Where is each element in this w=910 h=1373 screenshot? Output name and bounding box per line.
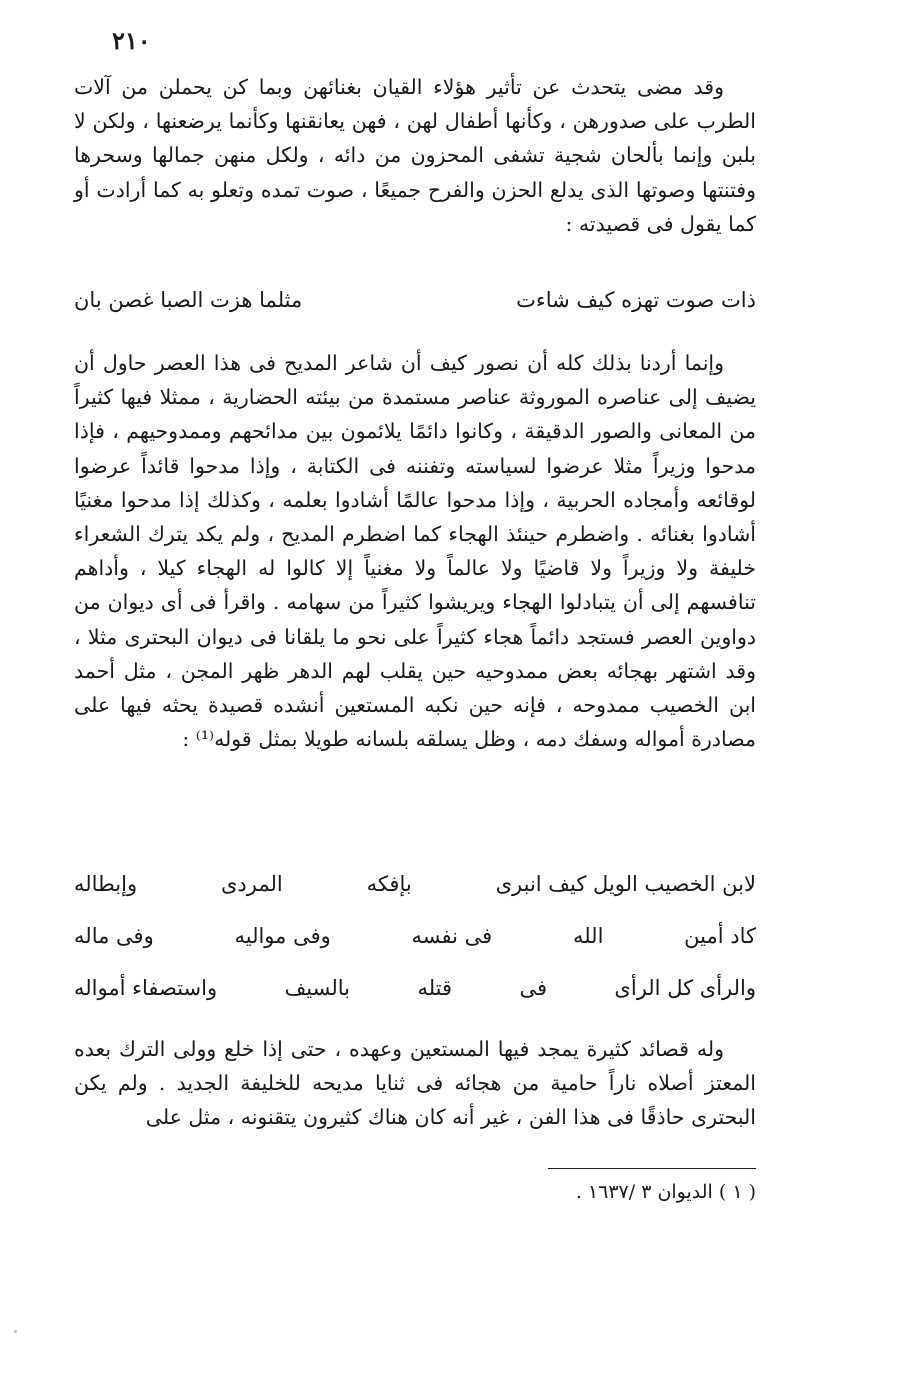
verse-3-part-3: فى نفسه [411,924,493,948]
verse-4-part-2: فى [519,976,547,1000]
verse-2-part-2: بإفكه [366,872,412,896]
verse-line-2 [74,872,756,896]
verse-line-3 [74,924,756,948]
verse-2-part-4: وإبطاله [74,872,138,896]
verse-3-part-1: كاد أمين [684,924,756,948]
verse-4-part-4: بالسيف [284,976,351,1000]
verse-3-part-2: الله [572,924,604,948]
verse-1-hemistich-1: ذات صوت تهزه كيف شاءت [516,288,756,312]
verse-line-4 [74,976,756,1000]
verse-2-part-3: المردى [220,872,283,896]
footnote-divider [548,1168,756,1169]
verse-line-1 [74,288,756,312]
verse-4-part-3: قتله [417,976,453,1000]
verse-2-part-1: لابن الخصيب الويل كيف انبرى [495,872,756,896]
verse-1-hemistich-2: مثلما هزت الصبا غصن بان [74,288,303,312]
scan-speck [14,1330,17,1333]
paragraph-1: وقد مضى يتحدث عن تأثير هؤلاء القيان بغنائهن وبما كن يحملن من آلات الطرب على صدورهن ، وكأنها أطفال لهن ، فهن يعانقنها وكأنما يرضعنها ، ولكن لا بلبن وإنما بألحان شجية تشفى المحزون من دائه ، ولكل منهن جمالها وسحرها وفتنتها وصوتها الذى يدلع الحزن والفرح جميعًا ، صوت تمده وتعلو به كما أرادت أو كما يقول فى قصيدته : [74,75,756,236]
verse-3-part-4: وفى مواليه [234,924,331,948]
verse-4-part-5: واستصفاء أمواله [74,976,218,1000]
paragraph-3: وله قصائد كثيرة يمجد فيها المستعين وعهده ، حتى إذا خلع وولى الترك بعده المعتز أصلاه ناراً حامية من هجائه فى ثنايا مديحه للخليفة الجديد . ولم يكن البحترى حاذقًا فى هذا الفن ، غير أنه كان هناك كثيرون يتقنونه ، مثل على [74,1037,756,1130]
page-number: ٢١٠ [112,26,151,55]
paragraph-2: وإنما أردنا بذلك كله أن نصور كيف أن شاعر المديح فى هذا العصر حاول أن يضيف إلى عناصره الموروثة عناصر مستمدة من بيئته الحضارية ، ممثلا فيها كثيراً من المعانى والصور الدقيقة ، وكانوا دائمًا يلائمون بين مدائحهم وممدوحيهم ، فإذا مدحوا وزيراً مثلا عرضوا لسياسته وتفننه فى الكتابة ، وإذا مدحوا قائداً عرضوا لوقائعه وأمجاده الحربية ، وإذا مدحوا عالمًا أشادوا بعلمه ، وكذلك إذا مدحوا مغنيًا أشادوا بغنائه . واضطرم حينئذ الهجاء كما اضطرم المديح ، ولم يكد يترك الشعراء خليفة ولا وزيراً ولا قاضيًا ولا عالماً ولا مغنياً إلا كالوا له الهجاء كيلا ، وأداهم تنافسهم إلى أن يتبادلوا الهجاء ويريشوا كثيراً من سهامه . واقرأ فى أى ديوان من دواوين العصر فستجد دائماً هجاء كثيراً على نحو ما يلقانا فى ديوان البحترى مثلا ، وقد اشتهر بهجائه بعض ممدوحيه حين يقلب لهم الدهر ظهر المجن ، مثل أحمد ابن الخصيب ممدوحه ، فإنه حين نكبه المستعين أنشده قصيدة يحثه فيها على مصادرة أمواله وسفك دمه ، وظل يسلقه بلسانه طويلا بمثل قوله⁽¹⁾ : [74,351,756,752]
verse-3-part-5: وفى ماله [74,924,154,948]
verse-4-part-1: والرأى كل الرأى [614,976,756,1000]
footnote: ( ١ ) الديوان ٣ /١٦٣٧ . [575,1181,756,1203]
